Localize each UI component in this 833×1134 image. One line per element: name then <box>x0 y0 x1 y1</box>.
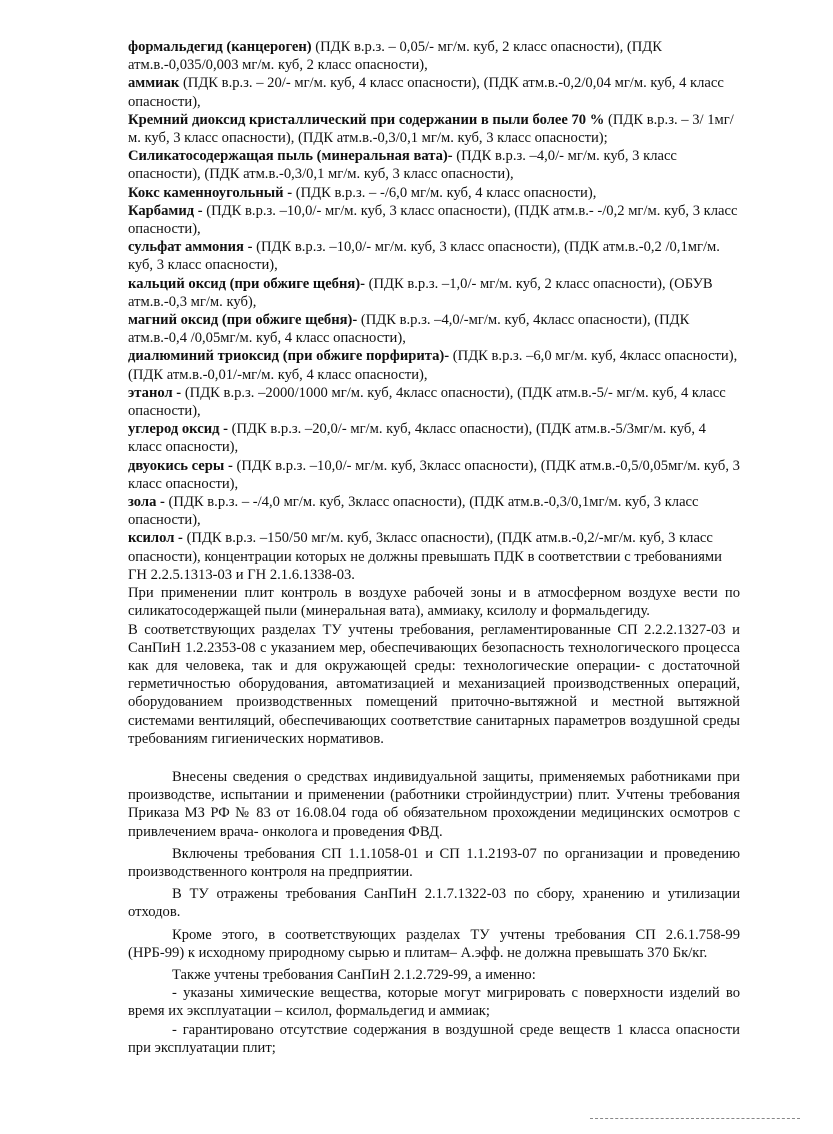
substance-limits: (ПДК в.р.з. –150/50 мг/м. куб, 3класс опасности), (ПДК атм.в.-0,2/-мг/м. куб, 3 класс опасности), концентрации которых не должны превышать ПДК в соответствии с требованиями ГН 2.2.5.1313-03 и ГН 2.1.6.1338-03. <box>128 530 722 583</box>
substance-limits: (ПДК в.р.з. –20,0/- мг/м. куб, 4класс опасности), (ПДК атм.в.-5/3мг/м. куб, 4 класс опасности), <box>128 421 706 456</box>
substance-name: формальдегид (канцероген) <box>128 39 312 55</box>
substance-name: аммиак <box>128 75 180 92</box>
substance-name: углерод оксид - <box>128 421 228 438</box>
substance-name: Карбамид - <box>128 202 203 219</box>
substance-limits: (ПДК в.р.з. –4,0/-мг/м. куб, 4класс опасности), (ПДК атм.в.-0,4 /0,05мг/м. куб, 4 класс опасности), <box>128 312 690 347</box>
sanpin-paragraph: Также учтены требования СанПиН 2.1.2.729-99, а именно: <box>172 966 536 983</box>
substance-limits: (ПДК в.р.з. – 3/ 1мг/м. куб, 3 класс опасности), (ПДК атм.в.-0,3/0,1 мг/м. куб, 3 класс опасности); <box>128 111 734 147</box>
section-spacer <box>128 748 740 768</box>
ppe-paragraph: Внесены сведения о средствах индивидуальной защиты, применяемых работниками при производстве, испытании и применении (работники стройиндустрии) плит. Учтены требования Приказа МЗ РФ № 83 от 16.08.04 года об обязательном прохождении медицинских осмотров с привлечением врача- онколога и проведения ФВД. <box>128 768 740 840</box>
substance-entry <box>128 529 740 584</box>
substance-name: двуокись серы - <box>128 457 233 474</box>
substance-entry <box>128 420 740 456</box>
substance-limits: (ПДК в.р.з. –10,0/- мг/м. куб, 3класс опасности), (ПДК атм.в.-0,5/0,05мг/м. куб, 3 класс опасности), <box>128 457 740 492</box>
substance-entry <box>128 238 740 274</box>
substance-entry <box>128 111 740 147</box>
substance-entry <box>128 384 740 420</box>
substance-limits: (ПДК в.р.з. –10,0/- мг/м. куб, 3 класс опасности), (ПДК атм.в.-0,2 /0,1мг/м. куб, 3 класс опасности), <box>128 239 720 274</box>
substance-name: этанол - <box>128 384 182 401</box>
migration-paragraph: - указаны химические вещества, которые могут мигрировать с поверхности изделий во время их эксплуатации – ксилол, формальдегид и аммиак; <box>128 985 740 1020</box>
production-control-paragraph: Включены требования СП 1.1.1058-01 и СП 1.1.2193-07 по организации и проведению производственного контроля на предприятии. <box>128 845 740 880</box>
substance-limits: (ПДК в.р.з. –6,0 мг/м. куб, 4класс опасности), (ПДК атм.в.-0,01/-мг/м. куб, 4 класс опасности), <box>128 348 738 383</box>
substance-entry <box>128 493 740 529</box>
substance-entry <box>128 275 740 311</box>
substance-entry <box>128 202 740 238</box>
substance-limits: (ПДК в.р.з. – -/6,0 мг/м. куб, 4 класс опасности), <box>292 184 597 201</box>
substance-name: сульфат аммония - <box>128 239 253 256</box>
radiation-paragraph: Кроме этого, в соответствующих разделах ТУ учтены требования СП 2.6.1.758-99 (НРБ-99) к исходному природному сырью и плитам– А.эфф. не должна превышать 370 Бк/кг. <box>128 926 740 961</box>
substance-name: Кремний диоксид кристаллический при содержании в пыли более 70 % <box>128 111 605 128</box>
substance-entry <box>128 147 740 183</box>
substance-entry <box>128 311 740 347</box>
substance-name: диалюминий триоксид (при обжиге порфирита)- <box>128 348 450 365</box>
hazard-class-paragraph: - гарантировано отсутствие содержания в воздушной среде веществ 1 класса опасности при эксплуатации плит; <box>128 1021 740 1056</box>
footer-divider <box>590 1118 800 1119</box>
substance-entry <box>128 38 740 74</box>
substance-limits: (ПДК в.р.з. –2000/1000 мг/м. куб, 4класс опасности), (ПДК атм.в.-5/- мг/м. куб, 4 класс опасности), <box>128 384 726 420</box>
substance-entry <box>128 347 740 383</box>
substance-entry <box>128 457 740 493</box>
waste-paragraph: В ТУ отражены требования СанПиН 2.1.7.1322-03 по сбору, хранению и утилизации отходов. <box>128 886 740 921</box>
substance-limits: (ПДК в.р.з. – 20/- мг/м. куб, 4 класс опасности), (ПДК атм.в.-0,2/0,04 мг/м. куб, 4 класс опасности), <box>128 75 724 110</box>
substance-limits: (ПДК в.р.з. –4,0/- мг/м. куб, 3 класс опасности), (ПДК атм.в.-0,3/0,1 мг/м. куб, 3 класс опасности), <box>128 148 677 183</box>
substance-name: зола - <box>128 494 165 511</box>
substance-limits: (ПДК в.р.з. – -/4,0 мг/м. куб, 3класс опасности), (ПДК атм.в.-0,3/0,1мг/м. куб, 3 класс опасности), <box>128 494 699 529</box>
substance-name: магний оксид (при обжиге щебня)- <box>128 312 358 329</box>
substance-limits: (ПДК в.р.з. – 0,05/- мг/м. куб, 2 класс опасности), (ПДК атм.в.-0,035/0,003 мг/м. куб, 2 класс опасности), <box>128 39 662 74</box>
substance-name: кальций оксид (при обжиге щебня)- <box>128 275 365 292</box>
requirements-paragraph: В соответствующих разделах ТУ учтены требования, регламентированные СП 2.2.2.1327-03 и СанПиН 1.2.2353-08 с указанием мер, обеспечивающих безопасность технологического процесса как для человека, так и для окружающей среды: технологические операции- с достаточной герметичностью оборудования, автоматизацией и механизацией производственных операций, оборудованием производственных помещений приточно-вытяжной и местной вытяжной системами вентиляций, обеспечивающих соответствие санитарных параметров воздушной среды требованиям гигиенических нормативов. <box>128 621 740 747</box>
substance-entry <box>128 74 740 110</box>
substance-limits: (ПДК в.р.з. –10,0/- мг/м. куб, 3 класс опасности), (ПДК атм.в.- -/0,2 мг/м. куб, 3 класс опасности), <box>128 202 738 238</box>
substance-limits: (ПДК в.р.з. –1,0/- мг/м. куб, 2 класс опасности), (ОБУВ атм.в.-0,3 мг/м. куб), <box>128 275 713 310</box>
substance-name: Кокс каменноугольный - <box>128 184 293 201</box>
document-body <box>128 38 740 1057</box>
substance-entry <box>128 184 740 202</box>
control-paragraph: При применении плит контроль в воздухе рабочей зоны и в атмосферном воздухе вести по силикатосодержащей пыли (минеральная вата), аммиаку, ксилолу и формальдегиду. <box>128 585 740 620</box>
substance-name: ксилол - <box>128 530 183 547</box>
substance-name: Силикатосодержащая пыль (минеральная вата)- <box>128 148 453 165</box>
